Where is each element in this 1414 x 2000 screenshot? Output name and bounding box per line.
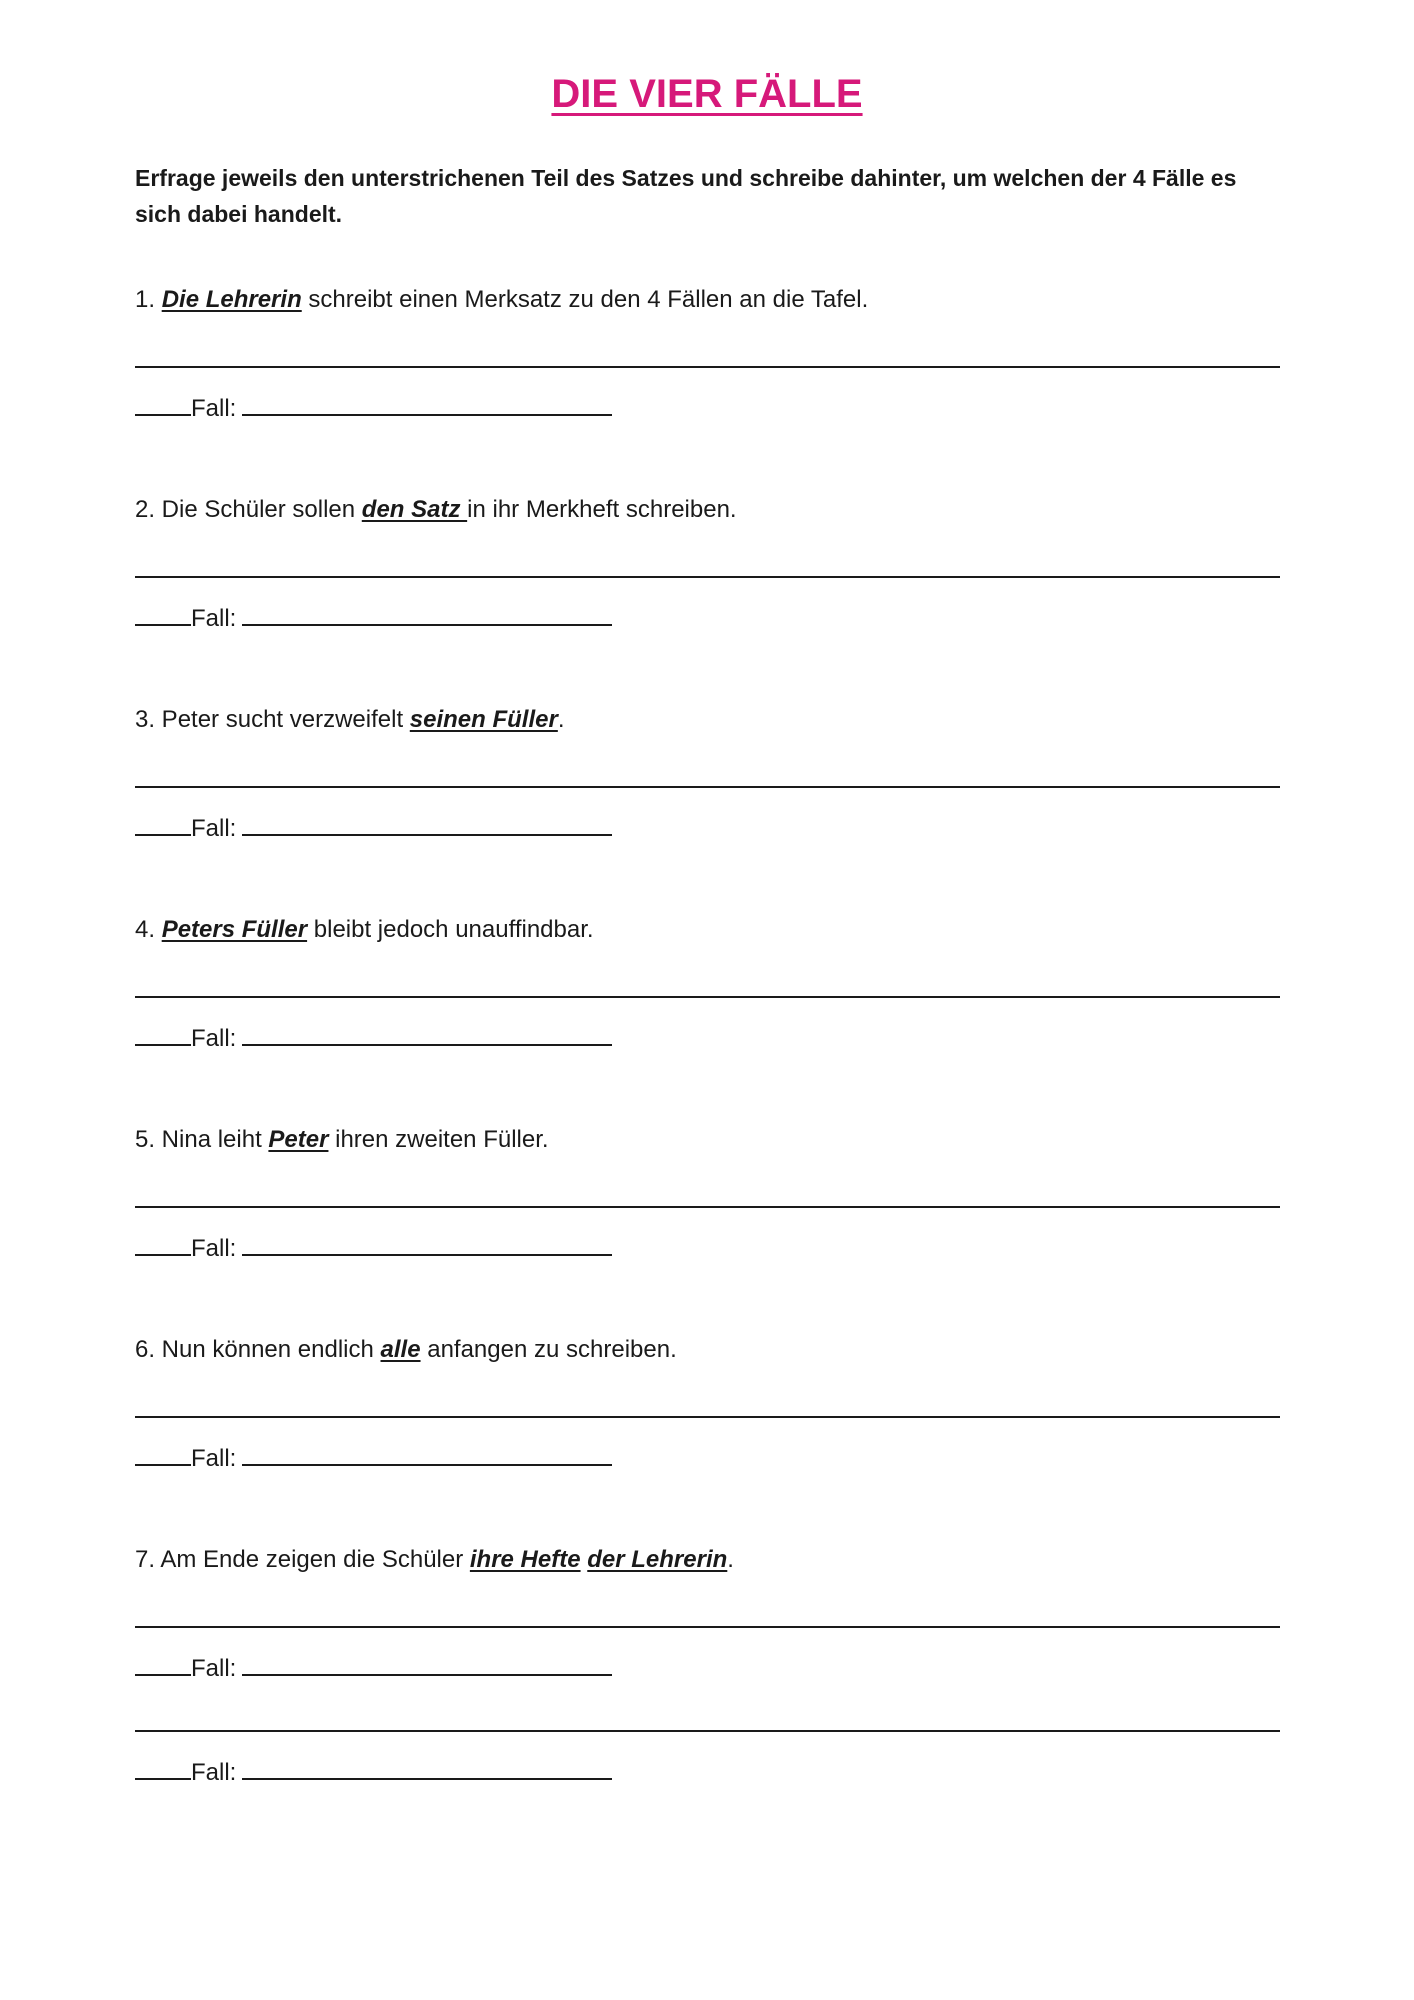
answer-line[interactable] — [135, 786, 1280, 788]
exercise-sentence — [135, 1546, 734, 1574]
answer-line[interactable] — [135, 576, 1280, 578]
fall-row — [135, 1440, 612, 1470]
fall-name-blank[interactable] — [242, 600, 612, 626]
fall-name-blank[interactable] — [242, 810, 612, 836]
fall-label: Fall: — [191, 395, 237, 422]
fall-name-blank[interactable] — [242, 1754, 612, 1780]
underlined-phrase: der Lehrerin — [587, 1546, 728, 1573]
fall-name-blank[interactable] — [242, 1440, 612, 1466]
fall-number-blank[interactable] — [135, 1440, 191, 1466]
fall-row — [135, 1020, 612, 1050]
exercise-number: 2. — [135, 496, 156, 523]
fall-row — [135, 600, 612, 630]
fall-name-blank[interactable] — [242, 1020, 612, 1046]
sentence-text: Peter sucht verzweifelt — [155, 706, 410, 733]
fall-label: Fall: — [191, 1655, 237, 1682]
fall-label: Fall: — [191, 1445, 237, 1472]
fall-row — [135, 1650, 612, 1680]
sentence-text: . — [727, 1546, 734, 1573]
fall-label: Fall: — [191, 815, 237, 842]
exercise-number: 5. — [135, 1126, 156, 1153]
fall-row — [135, 1230, 612, 1260]
sentence-text: ihren zweiten Füller. — [328, 1126, 549, 1153]
sentence-text: schreibt einen Merksatz zu den 4 Fällen an die Tafel. — [301, 286, 869, 313]
exercise-number: 4. — [135, 916, 156, 943]
answer-line[interactable] — [135, 1416, 1280, 1418]
sentence-text: . — [557, 706, 565, 733]
exercise-sentence — [135, 496, 737, 524]
underlined-phrase: den Satz — [361, 496, 468, 523]
exercise-sentence — [135, 286, 868, 314]
sentence-text: bleibt jedoch unauffindbar. — [307, 916, 594, 943]
fall-number-blank[interactable] — [135, 600, 191, 626]
sentence-text: Nina leiht — [155, 1126, 269, 1153]
fall-name-blank[interactable] — [242, 390, 612, 416]
underlined-phrase: Peter — [268, 1126, 329, 1153]
underlined-phrase: ihre Hefte — [469, 1546, 581, 1573]
exercise-number: 6. — [135, 1336, 156, 1363]
fall-name-blank[interactable] — [242, 1230, 612, 1256]
fall-number-blank[interactable] — [135, 1020, 191, 1046]
exercise-sentence — [135, 916, 594, 944]
underlined-phrase: alle — [380, 1336, 421, 1363]
fall-label: Fall: — [191, 1025, 237, 1052]
answer-line[interactable] — [135, 1730, 1280, 1732]
answer-line[interactable] — [135, 1206, 1280, 1208]
worksheet-title-text: DIE VIER FÄLLE — [551, 72, 863, 116]
exercise-number: 1. — [135, 286, 156, 313]
worksheet-title — [0, 72, 1414, 117]
fall-row — [135, 1754, 612, 1784]
fall-name-blank[interactable] — [242, 1650, 612, 1676]
sentence-text: anfangen zu schreiben. — [420, 1336, 677, 1363]
fall-row — [135, 810, 612, 840]
answer-line[interactable] — [135, 996, 1280, 998]
fall-number-blank[interactable] — [135, 810, 191, 836]
exercise-sentence — [135, 1336, 677, 1364]
fall-row — [135, 390, 612, 420]
fall-label: Fall: — [191, 605, 237, 632]
exercise-sentence — [135, 706, 565, 734]
exercise-number: 3. — [135, 706, 156, 733]
exercise-sentence — [135, 1126, 549, 1154]
fall-number-blank[interactable] — [135, 1754, 191, 1780]
underlined-phrase: Die Lehrerin — [161, 286, 302, 313]
sentence-text: Nun können endlich — [155, 1336, 381, 1363]
answer-line[interactable] — [135, 366, 1280, 368]
underlined-phrase: seinen Füller — [409, 706, 558, 733]
fall-number-blank[interactable] — [135, 1650, 191, 1676]
answer-line[interactable] — [135, 1626, 1280, 1628]
sentence-text: in ihr Merkheft schreiben. — [467, 496, 737, 523]
instructions: Erfrage jeweils den unterstrichenen Teil des Satzes und schreibe dahinter, um welchen der 4 Fälle es sich dabei handelt. — [135, 165, 1237, 227]
fall-number-blank[interactable] — [135, 390, 191, 416]
sentence-text: Am Ende zeigen die Schüler — [155, 1546, 470, 1573]
exercise-number: 7. — [135, 1546, 156, 1573]
fall-label: Fall: — [191, 1235, 237, 1262]
fall-number-blank[interactable] — [135, 1230, 191, 1256]
underlined-phrase: Peters Füller — [161, 916, 308, 943]
sentence-text: Die Schüler sollen — [155, 496, 362, 523]
sentence-text — [155, 916, 162, 943]
fall-label: Fall: — [191, 1759, 237, 1786]
